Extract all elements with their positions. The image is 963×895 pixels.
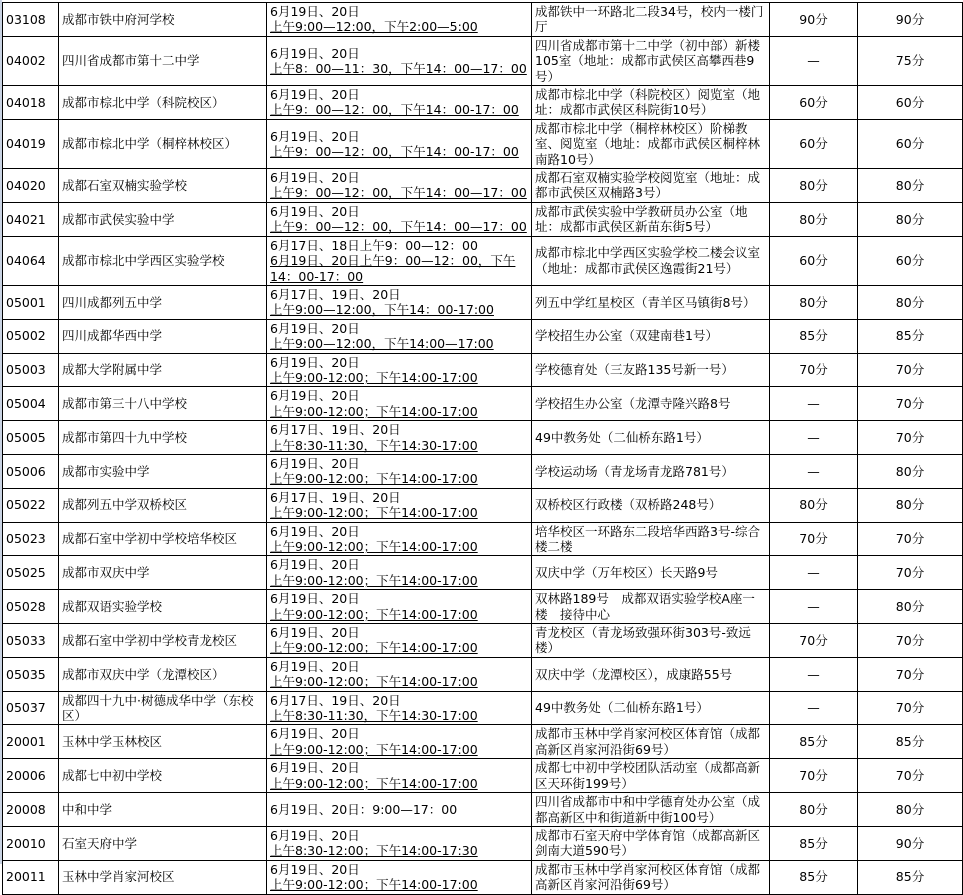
school-cell: 玉林中学肖家河校区 xyxy=(59,860,267,894)
table-row xyxy=(3,522,963,556)
datetime-line: 6月19日、20日：9:00—17：00 xyxy=(270,801,458,817)
score1-cell: — xyxy=(770,36,858,85)
table-row xyxy=(3,657,963,691)
location-cell: 成都市石室天府中学体育馆（成都高新区剑南大道590号） xyxy=(532,826,770,860)
table-row xyxy=(3,691,963,725)
table-row xyxy=(3,86,963,120)
datetime-line: 6月17日、19日、20日 xyxy=(270,692,401,708)
table-body xyxy=(3,3,963,895)
datetime-line: 6月19日、20日 xyxy=(270,170,360,186)
school-cell: 成都市棕北中学西区实验学校 xyxy=(59,236,267,285)
code-cell: 05001 xyxy=(3,285,59,319)
datetime-line: 6月19日、20日 xyxy=(270,4,360,19)
datetime-cell xyxy=(267,202,532,236)
datetime-line: 上午9:00-12:00；下午14:00-17:00 xyxy=(270,505,478,521)
code-cell: 04002 xyxy=(3,36,59,85)
location-cell: 双庆中学（龙潭校区），成康路55号 xyxy=(532,657,770,691)
score2-cell: 80分 xyxy=(858,285,963,319)
school-cell: 成都大学附属中学 xyxy=(59,353,267,387)
school-cell: 成都市双庆中学（龙潭校区） xyxy=(59,657,267,691)
score1-cell: 60分 xyxy=(770,119,858,168)
datetime-line: 上午9:00-12:00；下午14:00-17:00 xyxy=(270,877,478,893)
code-cell: 20001 xyxy=(3,725,59,759)
code-cell: 04018 xyxy=(3,86,59,120)
table-row xyxy=(3,793,963,827)
school-cell: 成都七中初中学校 xyxy=(59,759,267,793)
datetime-cell xyxy=(267,725,532,759)
location-cell: 49中教务处（二仙桥东路1号） xyxy=(532,691,770,725)
datetime-cell xyxy=(267,36,532,85)
datetime-cell xyxy=(267,3,532,37)
location-cell: 成都七中初中学校团队活动室（成都高新区天环街199号） xyxy=(532,759,770,793)
location-cell: 双桥校区行政楼（双桥路248号） xyxy=(532,488,770,522)
score1-cell: 85分 xyxy=(770,319,858,353)
score1-cell: 70分 xyxy=(770,624,858,658)
location-cell: 成都市玉林中学肖家河校区体育馆（成都高新区肖家河沿街69号） xyxy=(532,725,770,759)
datetime-cell xyxy=(267,556,532,590)
score2-cell: 85分 xyxy=(858,319,963,353)
score1-cell: 70分 xyxy=(770,353,858,387)
location-cell: 成都石室双楠实验学校阅览室（地址：成都市武侯区双楠路3号） xyxy=(532,169,770,203)
school-cell: 四川成都华西中学 xyxy=(59,319,267,353)
location-cell: 成都市武侯实验中学教研员办公室（地址：成都市武侯区新苗东街5号） xyxy=(532,202,770,236)
school-cell: 成都市棕北中学（桐梓林校区） xyxy=(59,119,267,168)
code-cell: 05004 xyxy=(3,387,59,421)
score1-cell: 85分 xyxy=(770,860,858,894)
datetime-line: 上午9：00—12：00，下午14：00-17：00 xyxy=(270,102,519,118)
code-cell: 03108 xyxy=(3,3,59,37)
score1-cell: 60分 xyxy=(770,86,858,120)
datetime-cell xyxy=(267,488,532,522)
table-row xyxy=(3,36,963,85)
school-cell: 四川省成都市第十二中学 xyxy=(59,36,267,85)
datetime-line: 上午9:00-12:00；下午14:00-17:00 xyxy=(270,606,478,622)
datetime-line: 6月19日、20日 xyxy=(270,388,360,404)
school-cell: 四川成都列五中学 xyxy=(59,285,267,319)
score2-cell: 60分 xyxy=(858,119,963,168)
score1-cell: — xyxy=(770,556,858,590)
school-cell: 成都市棕北中学（科院校区） xyxy=(59,86,267,120)
score2-cell: 70分 xyxy=(858,522,963,556)
datetime-line: 上午9:00—12:00，下午2:00—5:00 xyxy=(270,19,478,35)
table-row xyxy=(3,3,963,37)
location-cell: 49中教务处（二仙桥东路1号） xyxy=(532,421,770,455)
datetime-cell xyxy=(267,826,532,860)
score1-cell: 85分 xyxy=(770,725,858,759)
datetime-line: 上午9:00—12:00，下午14:00—17:00 xyxy=(270,336,494,352)
datetime-line: 6月17日、19日、20日 xyxy=(270,286,401,302)
score1-cell: 90分 xyxy=(770,3,858,37)
score2-cell: 80分 xyxy=(858,793,963,827)
table-row xyxy=(3,202,963,236)
school-cell: 玉林中学玉林校区 xyxy=(59,725,267,759)
datetime-line: 6月19日、20日 xyxy=(270,658,360,674)
datetime-cell xyxy=(267,387,532,421)
table-row xyxy=(3,319,963,353)
location-cell: 学校招生办公室（双建南巷1号） xyxy=(532,319,770,353)
school-cell: 成都市双庆中学 xyxy=(59,556,267,590)
location-cell: 成都市棕北中学（科院校区）阅览室（地址：成都市武侯区科院街10号） xyxy=(532,86,770,120)
score1-cell: — xyxy=(770,387,858,421)
table-row xyxy=(3,387,963,421)
datetime-line: 6月17日、19日、20日 xyxy=(270,489,401,505)
datetime-line: 6月19日、20日 xyxy=(270,827,360,843)
code-cell: 05005 xyxy=(3,421,59,455)
datetime-line: 上午9:00-12:00；下午14:00-17:00 xyxy=(270,674,478,690)
table-row xyxy=(3,353,963,387)
datetime-cell xyxy=(267,624,532,658)
datetime-line: 6月19日、20日 xyxy=(270,203,360,219)
school-cell: 中和中学 xyxy=(59,793,267,827)
table-row xyxy=(3,119,963,168)
datetime-cell xyxy=(267,657,532,691)
code-cell: 05033 xyxy=(3,624,59,658)
code-cell: 05003 xyxy=(3,353,59,387)
score2-cell: 80分 xyxy=(858,202,963,236)
location-cell: 四川省成都市第十二中学（初中部）新楼105室（地址：成都市武侯区高攀西巷9号） xyxy=(532,36,770,85)
datetime-line: 上午8:30-11:30，下午14:30-17:00 xyxy=(270,437,478,453)
school-cell: 成都市第三十八中学校 xyxy=(59,387,267,421)
location-cell: 学校运动场（青龙场青龙路781号） xyxy=(532,454,770,488)
code-cell: 20010 xyxy=(3,826,59,860)
datetime-line: 14：00-17：00 xyxy=(270,268,364,284)
score1-cell: 80分 xyxy=(770,793,858,827)
score2-cell: 70分 xyxy=(858,759,963,793)
score1-cell: — xyxy=(770,691,858,725)
code-cell: 05022 xyxy=(3,488,59,522)
datetime-line: 6月19日、20日 xyxy=(270,455,360,471)
datetime-line: 上午9:00-12:00；下午14:00-17:00 xyxy=(270,403,478,419)
datetime-cell xyxy=(267,119,532,168)
score1-cell: 70分 xyxy=(770,522,858,556)
code-cell: 20008 xyxy=(3,793,59,827)
score2-cell: 70分 xyxy=(858,556,963,590)
school-cell: 成都双语实验学校 xyxy=(59,590,267,624)
datetime-cell xyxy=(267,860,532,894)
table-row xyxy=(3,169,963,203)
table-row xyxy=(3,759,963,793)
school-cell: 成都市实验中学 xyxy=(59,454,267,488)
table-row xyxy=(3,488,963,522)
location-cell: 双林路189号 成都双语实验学校A座一楼 接待中心 xyxy=(532,590,770,624)
school-cell: 成都列五中学双桥校区 xyxy=(59,488,267,522)
datetime-line: 6月19日、20日 xyxy=(270,87,360,103)
datetime-cell xyxy=(267,169,532,203)
datetime-line: 6月19日、20日 xyxy=(270,726,360,742)
code-cell: 05028 xyxy=(3,590,59,624)
datetime-line: 上午9:00-12:00；下午14:00-17:00 xyxy=(270,539,478,554)
datetime-line: 6月19日、20日 xyxy=(270,760,360,776)
datetime-line: 6月19日、20日 xyxy=(270,128,360,144)
location-cell: 成都市玉林中学肖家河校区体育馆（成都高新区肖家河沿街69号） xyxy=(532,860,770,894)
location-cell: 青龙校区（青龙场致强环街303号-致远楼） xyxy=(532,624,770,658)
datetime-line: 6月19日、20日 xyxy=(270,625,360,641)
datetime-line: 6月19日、20日 xyxy=(270,557,360,573)
datetime-cell xyxy=(267,793,532,827)
location-cell: 成都市棕北中学西区实验学校二楼会议室（地址：成都市武侯区逸霞街21号） xyxy=(532,236,770,285)
location-cell: 培华校区一环路东二段培华西路3号-综合楼二楼 xyxy=(532,522,770,556)
score1-cell: 80分 xyxy=(770,488,858,522)
code-cell: 04019 xyxy=(3,119,59,168)
datetime-cell xyxy=(267,353,532,387)
score1-cell: 80分 xyxy=(770,169,858,203)
datetime-line: 上午8:30-12:00；下午14:00-17:30 xyxy=(270,843,478,859)
code-cell: 04064 xyxy=(3,236,59,285)
code-cell: 20006 xyxy=(3,759,59,793)
datetime-line: 上午9:00-12:00；下午14:00-17:00 xyxy=(270,369,478,385)
datetime-line: 上午8:30-11:30，下午14:30-17:00 xyxy=(270,708,478,724)
datetime-cell xyxy=(267,285,532,319)
score2-cell: 80分 xyxy=(858,169,963,203)
school-cell: 成都市铁中府河学校 xyxy=(59,3,267,37)
datetime-line: 上午9:00-12:00；下午14:00-17:00 xyxy=(270,741,478,757)
datetime-line: 上午9：00—12：00，下午14：00—17：00 xyxy=(270,185,527,201)
school-cell: 成都市第四十九中学校 xyxy=(59,421,267,455)
datetime-cell xyxy=(267,236,532,285)
datetime-line: 6月19日、20日 xyxy=(270,354,360,370)
location-cell: 学校招生办公室（龙潭寺隆兴路8号 xyxy=(532,387,770,421)
score2-cell: 75分 xyxy=(858,36,963,85)
score1-cell: — xyxy=(770,590,858,624)
table-row xyxy=(3,421,963,455)
datetime-cell xyxy=(267,590,532,624)
table-row xyxy=(3,590,963,624)
code-cell: 04020 xyxy=(3,169,59,203)
table-row xyxy=(3,860,963,894)
code-cell: 05006 xyxy=(3,454,59,488)
table-row xyxy=(3,454,963,488)
datetime-cell xyxy=(267,319,532,353)
datetime-line: 上午9：00—12：00，下午14：00—17：00 xyxy=(270,219,527,235)
code-cell: 05025 xyxy=(3,556,59,590)
code-cell: 05037 xyxy=(3,691,59,725)
datetime-line: 上午9：00—12：00，下午14：00-17：00 xyxy=(270,143,519,159)
school-cell: 石室天府中学 xyxy=(59,826,267,860)
score2-cell: 90分 xyxy=(858,3,963,37)
datetime-line: 6月19日、20日 xyxy=(270,320,360,336)
datetime-line: 6月19日、20日 xyxy=(270,45,360,61)
school-cell: 成都石室中学初中学校青龙校区 xyxy=(59,624,267,658)
score2-cell: 70分 xyxy=(858,657,963,691)
score2-cell: 90分 xyxy=(858,826,963,860)
table-row xyxy=(3,725,963,759)
score2-cell: 60分 xyxy=(858,236,963,285)
code-cell: 05035 xyxy=(3,657,59,691)
datetime-cell xyxy=(267,522,532,556)
school-cell: 成都石室中学初中学校培华校区 xyxy=(59,522,267,556)
score2-cell: 85分 xyxy=(858,860,963,894)
score2-cell: 70分 xyxy=(858,353,963,387)
code-cell: 04021 xyxy=(3,202,59,236)
score2-cell: 70分 xyxy=(858,691,963,725)
datetime-line: 上午9:00-12:00；下午14:00-17:00 xyxy=(270,775,478,791)
datetime-cell xyxy=(267,759,532,793)
score2-cell: 70分 xyxy=(858,387,963,421)
code-cell: 05023 xyxy=(3,522,59,556)
datetime-line: 6月17日、19日、20日 xyxy=(270,422,401,438)
location-cell: 双庆中学（万年校区）长天路9号 xyxy=(532,556,770,590)
score1-cell: — xyxy=(770,657,858,691)
datetime-line: 上午9:00-12:00；下午14:00-17:00 xyxy=(270,572,478,588)
score1-cell: 80分 xyxy=(770,202,858,236)
datetime-cell xyxy=(267,691,532,725)
score1-cell: — xyxy=(770,421,858,455)
location-cell: 学校德育处（三友路135号新一号） xyxy=(532,353,770,387)
datetime-cell xyxy=(267,454,532,488)
score2-cell: 85分 xyxy=(858,725,963,759)
school-cell: 成都市武侯实验中学 xyxy=(59,202,267,236)
datetime-line: 上午9:00-12:00；下午14:00-17:00 xyxy=(270,471,478,487)
datetime-line: 上午9:00-12:00；下午14:00-17:00 xyxy=(270,640,478,656)
score2-cell: 80分 xyxy=(858,454,963,488)
school-cell: 成都四十九中·树德成华中学（东校区） xyxy=(59,691,267,725)
score1-cell: 85分 xyxy=(770,826,858,860)
code-cell: 20011 xyxy=(3,860,59,894)
score2-cell: 70分 xyxy=(858,624,963,658)
table-row xyxy=(3,826,963,860)
datetime-cell xyxy=(267,421,532,455)
location-cell: 四川省成都市中和中学德育处办公室（成都高新区中和街道新中街100号） xyxy=(532,793,770,827)
datetime-line: 上午9:00—12:00，下午14：00-17:00 xyxy=(270,302,494,318)
score2-cell: 80分 xyxy=(858,488,963,522)
table-row xyxy=(3,285,963,319)
datetime-line: 6月19日、20日 xyxy=(270,861,360,877)
exam-schedule-sheet xyxy=(2,2,963,895)
datetime-line: 6月19日、20日上午9：00—12：00，下午 xyxy=(270,253,516,269)
location-cell: 成都铁中一环路北二段34号，校内一楼门厅 xyxy=(532,3,770,37)
code-cell: 05002 xyxy=(3,319,59,353)
location-cell: 列五中学红星校区（青羊区马镇街8号） xyxy=(532,285,770,319)
school-cell: 成都石室双楠实验学校 xyxy=(59,169,267,203)
location-cell: 成都市棕北中学（桐梓林校区）阶梯教室、阅览室（地址：成都市武侯区桐梓林南路10号） xyxy=(532,119,770,168)
datetime-line: 6月19日、20日 xyxy=(270,591,360,607)
table-row xyxy=(3,556,963,590)
score1-cell: — xyxy=(770,454,858,488)
score1-cell: 70分 xyxy=(770,759,858,793)
datetime-line: 上午8：00—11：30，下午14：00—17：00 xyxy=(270,60,527,76)
datetime-line: 6月17日、18日上午9：00—12：00 xyxy=(270,237,478,253)
table-row xyxy=(3,624,963,658)
datetime-line: 6月19日、20日 xyxy=(270,523,360,539)
score2-cell: 80分 xyxy=(858,590,963,624)
exam-schedule-table xyxy=(2,2,963,895)
table-row xyxy=(3,236,963,285)
score1-cell: 60分 xyxy=(770,236,858,285)
score2-cell: 70分 xyxy=(858,421,963,455)
score1-cell: 80分 xyxy=(770,285,858,319)
score2-cell: 60分 xyxy=(858,86,963,120)
datetime-cell xyxy=(267,86,532,120)
